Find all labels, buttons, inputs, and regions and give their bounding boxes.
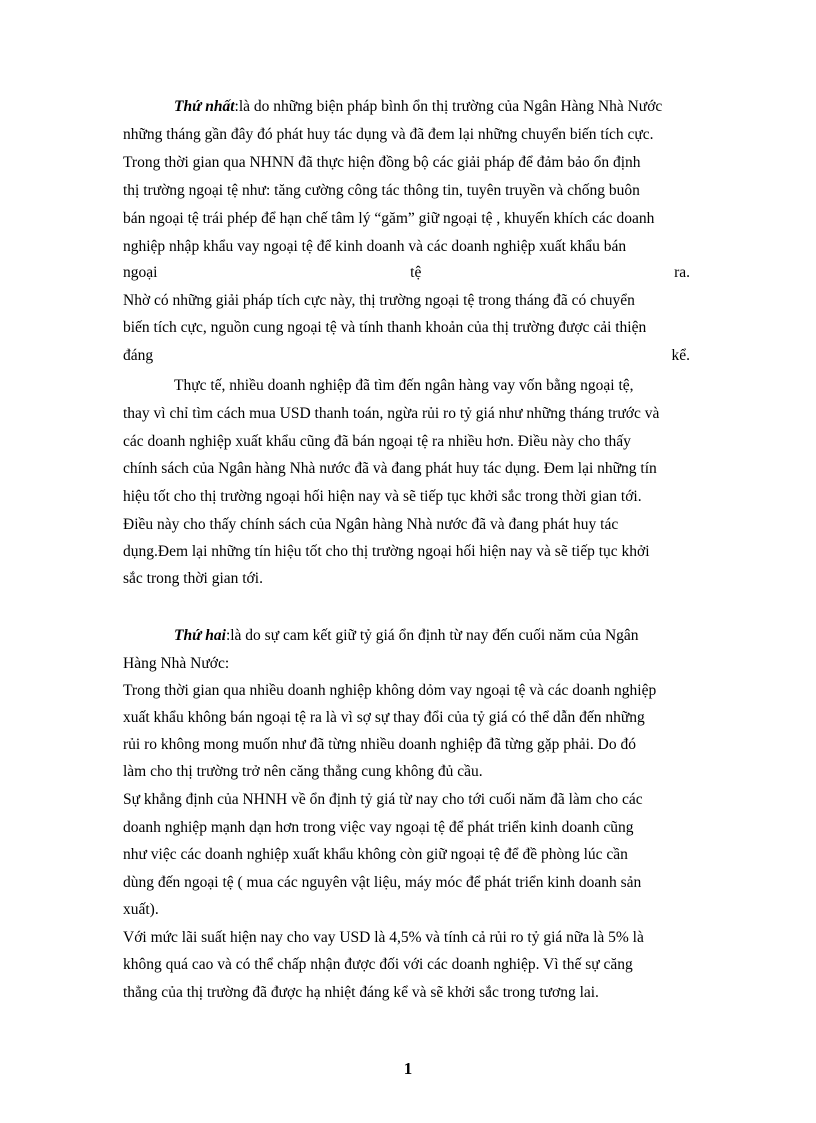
paragraph-3-line-12: Với mức lãi suất hiện nay cho vay USD là 4,5% và tính cả rủi ro tỷ giá nữa là 5% là xyxy=(123,929,644,946)
paragraph-3-lead: Thứ hai xyxy=(174,627,226,644)
paragraph-1-line-10: đáng kể. xyxy=(123,347,690,364)
paragraph-3-line-1: Thứ hai:là do sự cam kết giữ tỷ giá ổn định từ nay đến cuối năm của Ngân xyxy=(174,627,639,644)
paragraph-3-line-13: không quá cao và có thể chấp nhận được đối với các doanh nghiệp. Vì thế sự căng xyxy=(123,956,633,973)
paragraph-1-line-8: Nhờ có những giải pháp tích cực này, thị trường ngoại tệ trong tháng đã có chuyển xyxy=(123,292,635,309)
paragraph-3-line-14: thẳng của thị trường đã được hạ nhiệt đáng kể và sẽ khởi sắc trong tương lai. xyxy=(123,984,599,1001)
paragraph-2-line-4: chính sách của Ngân hàng Nhà nước đã và đang phát huy tác dụng. Đem lại những tín xyxy=(123,460,657,477)
page-number: 1 xyxy=(403,1059,413,1078)
paragraph-2-line-6: Điều này cho thấy chính sách của Ngân hàng Nhà nước đã và đang phát huy tác xyxy=(123,516,619,533)
paragraph-1-lead: Thứ nhất xyxy=(174,98,235,115)
paragraph-2-line-5: hiệu tốt cho thị trường ngoại hối hiện nay và sẽ tiếp tục khởi sắc trong thời gian tới. xyxy=(123,488,642,505)
paragraph-3-line-8: doanh nghiệp mạnh dạn hơn trong việc vay ngoại tệ để phát triển kinh doanh cũng xyxy=(123,819,634,836)
paragraph-3-line-9: như việc các doanh nghiệp xuất khẩu không còn giữ ngoại tệ để đề phòng lúc cần xyxy=(123,846,628,863)
paragraph-3-line-3: Trong thời gian qua nhiều doanh nghiệp không dỏm vay ngoại tệ và các doanh nghiệp xyxy=(123,682,657,699)
paragraph-2-line-2: thay vì chỉ tìm cách mua USD thanh toán, ngừa rủi ro tỷ giá như những tháng trước và xyxy=(123,405,660,422)
paragraph-1-line-4: thị trường ngoại tệ như: tăng cường công tác thông tin, tuyên truyền và chống buôn xyxy=(123,182,640,199)
paragraph-3-line-10: dùng đến ngoại tệ ( mua các nguyên vật liệu, máy móc để phát triển kinh doanh sản xyxy=(123,874,642,891)
paragraph-3-line-7: Sự khẳng định của NHNH về ổn định tỷ giá từ nay cho tới cuối năm đã làm cho các xyxy=(123,791,643,808)
paragraph-1-line-3: Trong thời gian qua NHNN đã thực hiện đồng bộ các giải pháp để đảm bảo ổn định xyxy=(123,154,641,171)
paragraph-3-line-6: làm cho thị trường trở nên căng thẳng cung không đủ cầu. xyxy=(123,763,483,780)
paragraph-1-line-6: nghiệp nhập khẩu vay ngoại tệ để kinh doanh và các doanh nghiệp xuất khẩu bán xyxy=(123,238,627,255)
paragraph-1-line-1: Thứ nhất:là do những biện pháp bình ổn thị trường của Ngân Hàng Nhà Nước xyxy=(174,98,663,115)
paragraph-1-line-9: biến tích cực, nguồn cung ngoại tệ và tính thanh khoản của thị trường được cải thiện xyxy=(123,319,647,336)
paragraph-3-line-5: rủi ro không mong muốn như đã từng nhiều doanh nghiệp đã từng gặp phải. Do đó xyxy=(123,736,636,753)
paragraph-2-line-8: sắc trong thời gian tới. xyxy=(123,570,263,587)
paragraph-1-line-5: bán ngoại tệ trái phép để hạn chế tâm lý “găm” giữ ngoại tệ , khuyến khích các doanh xyxy=(123,210,655,227)
paragraph-2-line-3: các doanh nghiệp xuất khẩu cũng đã bán ngoại tệ ra nhiều hơn. Điều này cho thấy xyxy=(123,433,631,450)
paragraph-3-line-4: xuất khẩu không bán ngoại tệ ra là vì sợ sự thay đổi của tỷ giá có thể dẫn đến những xyxy=(123,709,645,726)
paragraph-2-line-7: dụng.Đem lại những tín hiệu tốt cho thị trường ngoại hối hiện nay và sẽ tiếp tục khởi xyxy=(123,543,650,560)
paragraph-2-line-1: Thực tế, nhiều doanh nghiệp đã tìm đến ngân hàng vay vốn bằng ngoại tệ, xyxy=(174,377,634,394)
paragraph-1-line-7: ngoại tệ ra. xyxy=(123,264,690,281)
paragraph-3-line-2: Hàng Nhà Nước: xyxy=(123,655,230,672)
paragraph-3-line-11: xuất). xyxy=(123,901,159,918)
paragraph-1-line-2: những tháng gần đây đó phát huy tác dụng và đã đem lại những chuyển biến tích cực. xyxy=(123,126,654,143)
